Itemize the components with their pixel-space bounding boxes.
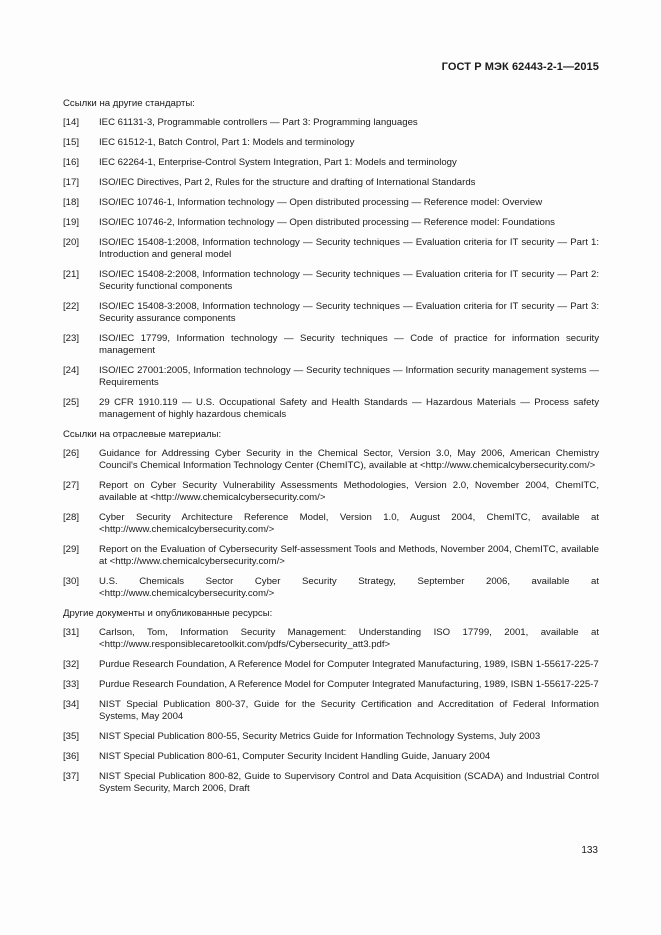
reference-entry	[63, 480, 599, 504]
reference-entry	[63, 269, 599, 293]
reference-text: IEC 61131-3, Programmable controllers — Part 3: Programming languages	[99, 117, 418, 128]
reference-entry	[63, 365, 599, 389]
reference-entry	[63, 627, 599, 651]
reference-number: [31]	[63, 627, 80, 638]
reference-text: ISO/IEC 15408-1:2008, Information technology — Security techniques — Evaluation criteria for IT security — Part 1: Introduction and general model	[99, 237, 599, 260]
reference-text: Purdue Research Foundation, A Reference Model for Computer Integrated Manufacturing, 1989, ISBN 1-55617-225-7	[99, 679, 599, 690]
reference-number: [27]	[63, 480, 80, 491]
reference-entry	[63, 197, 599, 209]
reference-text: ISO/IEC 10746-2, Information technology — Open distributed processing — Reference model: Foundations	[99, 217, 555, 228]
reference-entry	[63, 237, 599, 261]
reference-number: [25]	[63, 397, 80, 408]
reference-number: [28]	[63, 512, 80, 523]
reference-entry	[63, 333, 599, 357]
reference-entry	[63, 512, 599, 536]
reference-entry	[63, 117, 599, 129]
reference-entry	[63, 679, 599, 691]
reference-entry	[63, 751, 599, 763]
reference-entry	[63, 544, 599, 568]
reference-entry	[63, 157, 599, 169]
section-heading: Другие документы и опубликованные ресурсы:	[63, 608, 273, 619]
reference-text: ISO/IEC 15408-3:2008, Information technology — Security techniques — Evaluation criteria for IT security — Part 3: Security assurance components	[99, 301, 599, 324]
reference-text: NIST Special Publication 800-55, Security Metrics Guide for Information Technology Systems, July 2003	[99, 731, 541, 742]
reference-entry	[63, 731, 599, 743]
reference-number: [34]	[63, 699, 80, 710]
reference-number: [36]	[63, 751, 80, 762]
reference-number: [22]	[63, 301, 80, 312]
reference-text: NIST Special Publication 800-82, Guide to Supervisory Control and Data Acquisition (SCADA) and Industrial Control System Security, March 2006, Draft	[99, 771, 599, 794]
reference-text: Report on the Evaluation of Cybersecurity Self-assessment Tools and Methods, November 2004, ChemITC, available at <http://www.chemicalcybersecurity.com/>	[99, 544, 599, 567]
reference-text: ISO/IEC Directives, Part 2, Rules for the structure and drafting of International Standards	[99, 177, 476, 188]
reference-number: [16]	[63, 157, 80, 168]
reference-text: NIST Special Publication 800-37, Guide for the Security Certification and Accreditation of Federal Information Systems, May 2004	[99, 699, 599, 722]
reference-number: [18]	[63, 197, 80, 208]
reference-number: [33]	[63, 679, 80, 690]
reference-entry	[63, 659, 599, 671]
reference-entry	[63, 576, 599, 600]
reference-text: Report on Cyber Security Vulnerability Assessments Methodologies, Version 2.0, November 2004, ChemITC, available at <http://www.chemicalcybersecurity.com/>	[99, 480, 599, 503]
reference-text: ISO/IEC 15408-2:2008, Information technology — Security techniques — Evaluation criteria for IT security — Part 2: Security functional components	[99, 269, 599, 292]
reference-entry	[63, 448, 599, 472]
reference-text: U.S. Chemicals Sector Cyber Security Strategy, September 2006, available at <http://www.chemicalcybersecurity.com/>	[99, 576, 599, 599]
reference-number: [24]	[63, 365, 80, 376]
reference-text: Purdue Research Foundation, A Reference Model for Computer Integrated Manufacturing, 1989, ISBN 1-55617-225-7	[99, 659, 599, 670]
reference-text: 29 CFR 1910.119 — U.S. Occupational Safety and Health Standards — Hazardous Materials — Process safety management of highly hazardous chemicals	[99, 397, 599, 420]
reference-number: [21]	[63, 269, 80, 280]
reference-number: [17]	[63, 177, 80, 188]
reference-number: [19]	[63, 217, 80, 228]
reference-entry	[63, 177, 599, 189]
reference-entry	[63, 699, 599, 723]
reference-number: [32]	[63, 659, 80, 670]
bibliography-content	[63, 98, 599, 803]
reference-number: [26]	[63, 448, 80, 459]
reference-entry	[63, 217, 599, 229]
reference-text: Cyber Security Architecture Reference Model, Version 1.0, August 2004, ChemITC, available at <http://www.chemicalcybersecurity.com/>	[99, 512, 599, 535]
reference-number: [15]	[63, 137, 80, 148]
reference-text: ISO/IEC 10746-1, Information technology — Open distributed processing — Reference model: Overview	[99, 197, 543, 208]
reference-number: [37]	[63, 771, 80, 782]
reference-entry	[63, 301, 599, 325]
reference-text: Carlson, Tom, Information Security Management: Understanding ISO 17799, 2001, available at <http://www.responsiblecaretoolkit.com/pdfs/Cybersecurity_att3.pdf>	[99, 627, 599, 650]
reference-entry	[63, 137, 599, 149]
reference-text: NIST Special Publication 800-61, Computer Security Incident Handling Guide, January 2004	[99, 751, 491, 762]
reference-number: [20]	[63, 237, 80, 248]
reference-text: IEC 62264-1, Enterprise-Control System Integration, Part 1: Models and terminology	[99, 157, 457, 168]
reference-text: ISO/IEC 17799, Information technology — Security techniques — Code of practice for information security management	[99, 333, 599, 356]
reference-text: IEC 61512-1, Batch Control, Part 1: Models and terminology	[99, 137, 355, 148]
reference-text: Guidance for Addressing Cyber Security in the Chemical Sector, Version 3.0, May 2006, American Chemistry Council's Chemical Information Technology Center (ChemITC), available at <http://www.chemicalcybersecurity.com/>	[99, 448, 599, 471]
reference-number: [30]	[63, 576, 80, 587]
page-number: 133	[581, 845, 598, 856]
reference-number: [23]	[63, 333, 80, 344]
section-heading: Ссылки на отраслевые материалы:	[63, 429, 222, 440]
reference-entry	[63, 771, 599, 795]
section-heading: Ссылки на другие стандарты:	[63, 98, 195, 109]
reference-entry	[63, 397, 599, 421]
reference-number: [14]	[63, 117, 80, 128]
reference-number: [29]	[63, 544, 80, 555]
reference-number: [35]	[63, 731, 80, 742]
reference-text: ISO/IEC 27001:2005, Information technology — Security techniques — Information security management systems — Requirements	[99, 365, 599, 388]
document-standard-id: ГОСТ Р МЭК 62443-2-1—2015	[441, 61, 599, 73]
